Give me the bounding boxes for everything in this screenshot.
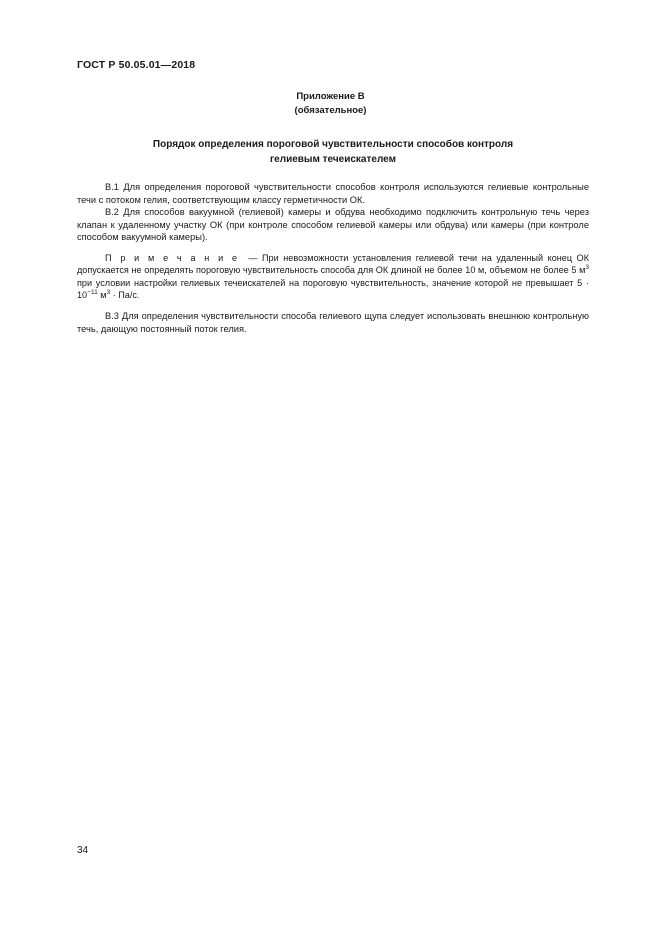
annex-title: [77, 138, 589, 167]
running-header: ГОСТ Р 50.05.01—2018: [77, 59, 196, 71]
clause-b3-paragraph: В.3 Для определения чувствительности способа гелиевого щупа следует использовать внешнюю контрольную течь, дающую постоянный поток гелия.: [77, 310, 589, 334]
note-text-part-1: При невозможности установления гелиевой течи на удаленный конец ОК допускается не определять пороговую чувствительность способа для ОК длиной не более 10 м, объемом не более 5 м: [77, 252, 589, 276]
note-dash: —: [248, 252, 258, 263]
clause-b2-paragraph: В.2 Для способов вакуумной (гелиевой) камеры и обдува необходимо подключить контрольную течь через клапан к удаленному участку ОК (при контроле способом гелиевой камеры или обдува) или камеры (при контроле способом вакуумной камеры).: [77, 207, 589, 243]
note-superscript-exponent: −11: [87, 289, 98, 297]
note-text-part-4: · Па/с.: [110, 290, 140, 301]
spacer-before-note: [77, 244, 589, 252]
annex-body: [77, 181, 589, 335]
page-number: 34: [77, 845, 89, 856]
annex-title-line-2: гелиевым течеискателем: [269, 153, 396, 165]
note-dash-spacer: [239, 253, 248, 263]
note-paragraph: [77, 252, 589, 302]
note-text-part-3: м: [97, 290, 107, 301]
annex-caption: [0, 90, 661, 117]
annex-title-line-1: Порядок определения пороговой чувствительности способов контроля: [152, 139, 514, 150]
note-text-part-2: при условии настройки гелиевых течеискателей на пороговую чувствительность, значение которой не превышает 5 · 10: [77, 277, 589, 301]
note-superscript-cubic-2: 3: [106, 289, 111, 297]
spacer-after-note: [77, 302, 589, 310]
note-superscript-cubic-1: 3: [585, 264, 589, 272]
note-label: П р и м е ч а н и е: [105, 252, 240, 263]
clause-b1-paragraph: В.1 Для определения пороговой чувствительности способов контроля используются гелиевые контрольные течи с потоком гелия, соответствующим классу герметичности ОК.: [77, 182, 589, 205]
annex-caption-line-2: (обязательное): [294, 104, 367, 116]
annex-caption-line-1: Приложение В: [296, 91, 365, 102]
